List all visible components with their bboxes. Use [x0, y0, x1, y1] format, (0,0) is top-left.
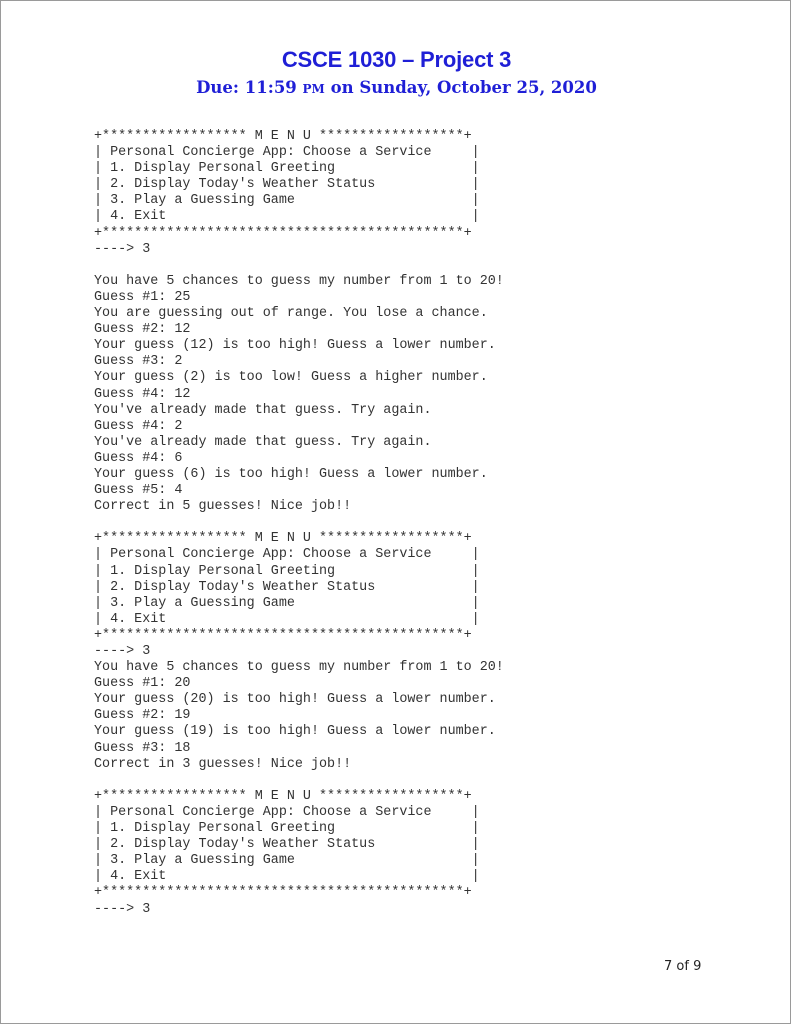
output-line: | 1. Display Personal Greeting |	[94, 821, 480, 837]
output-line: Your guess (2) is too low! Guess a higher number.	[94, 370, 488, 386]
due-suffix: on Sunday, October 25, 2020	[324, 78, 597, 97]
output-line: ----> 3	[94, 644, 151, 659]
output-line: +****************** M E N U ******************+	[94, 129, 472, 144]
output-line: Guess #4: 2	[94, 418, 183, 434]
due-pm: PM	[302, 82, 325, 96]
due-prefix: Due: 11:59	[196, 78, 303, 97]
output-line: | 4. Exit |	[94, 209, 480, 225]
output-line: +****************** M E N U ******************+	[94, 531, 472, 547]
output-line: You've already made that guess. Try again.	[94, 434, 432, 450]
output-line: +*********************************************+	[94, 885, 472, 901]
output-line: Your guess (19) is too high! Guess a lower number.	[94, 724, 496, 740]
output-line: | 3. Play a Guessing Game |	[94, 595, 480, 611]
output-line: | 1. Display Personal Greeting |	[94, 563, 480, 579]
output-line: Guess #2: 19	[94, 708, 191, 724]
due-date	[1, 78, 791, 97]
output-line: Guess #2: 12	[94, 322, 191, 338]
output-line: +*********************************************+	[94, 225, 472, 241]
output-line: Your guess (12) is too high! Guess a lower number.	[94, 338, 496, 354]
output-line: ----> 3	[94, 901, 151, 917]
output-line: | 3. Play a Guessing Game |	[94, 853, 480, 869]
output-line: +****************** M E N U ******************+	[94, 788, 472, 804]
output-line: Guess #3: 18	[94, 740, 191, 756]
output-line: | 2. Display Today's Weather Status |	[94, 579, 480, 595]
output-line	[94, 258, 504, 274]
output-line: | Personal Concierge App: Choose a Service |	[94, 804, 480, 820]
output-line: Correct in 5 guesses! Nice job!!	[94, 499, 352, 515]
output-line: | Personal Concierge App: Choose a Service |	[94, 145, 480, 161]
page-number: 7 of 9	[664, 959, 702, 974]
output-line: Guess #1: 25	[94, 289, 191, 305]
output-line: Guess #4: 6	[94, 450, 183, 466]
output-line	[94, 515, 504, 531]
document-title: CSCE 1030 – Project 3	[281, 47, 512, 72]
output-line: ----> 3	[94, 241, 151, 257]
output-line: | 4. Exit |	[94, 869, 480, 885]
output-line: You have 5 chances to guess my number from 1 to 20!	[94, 273, 504, 289]
output-line: Correct in 3 guesses! Nice job!!	[94, 756, 352, 772]
program-output	[94, 129, 504, 918]
output-line: You've already made that guess. Try again.	[94, 402, 432, 418]
output-line: Guess #5: 4	[94, 483, 183, 499]
output-line: Guess #1: 20	[94, 676, 191, 692]
output-line: | 4. Exit |	[94, 611, 480, 627]
output-line: Guess #3: 2	[94, 354, 183, 370]
output-line: | 1. Display Personal Greeting |	[94, 161, 480, 177]
output-line: You are guessing out of range. You lose a chance.	[94, 306, 488, 322]
output-line: | 2. Display Today's Weather Status |	[94, 177, 480, 193]
output-line: | 2. Display Today's Weather Status |	[94, 837, 480, 853]
output-line: +*********************************************+	[94, 627, 472, 643]
output-line: Guess #4: 12	[94, 386, 191, 402]
output-line: | 3. Play a Guessing Game |	[94, 193, 480, 209]
output-line: | Personal Concierge App: Choose a Service |	[94, 547, 480, 563]
output-line	[94, 773, 504, 789]
output-line: You have 5 chances to guess my number from 1 to 20!	[94, 660, 504, 676]
output-line: Your guess (6) is too high! Guess a lower number.	[94, 466, 488, 482]
output-line: Your guess (20) is too high! Guess a lower number.	[94, 692, 496, 708]
